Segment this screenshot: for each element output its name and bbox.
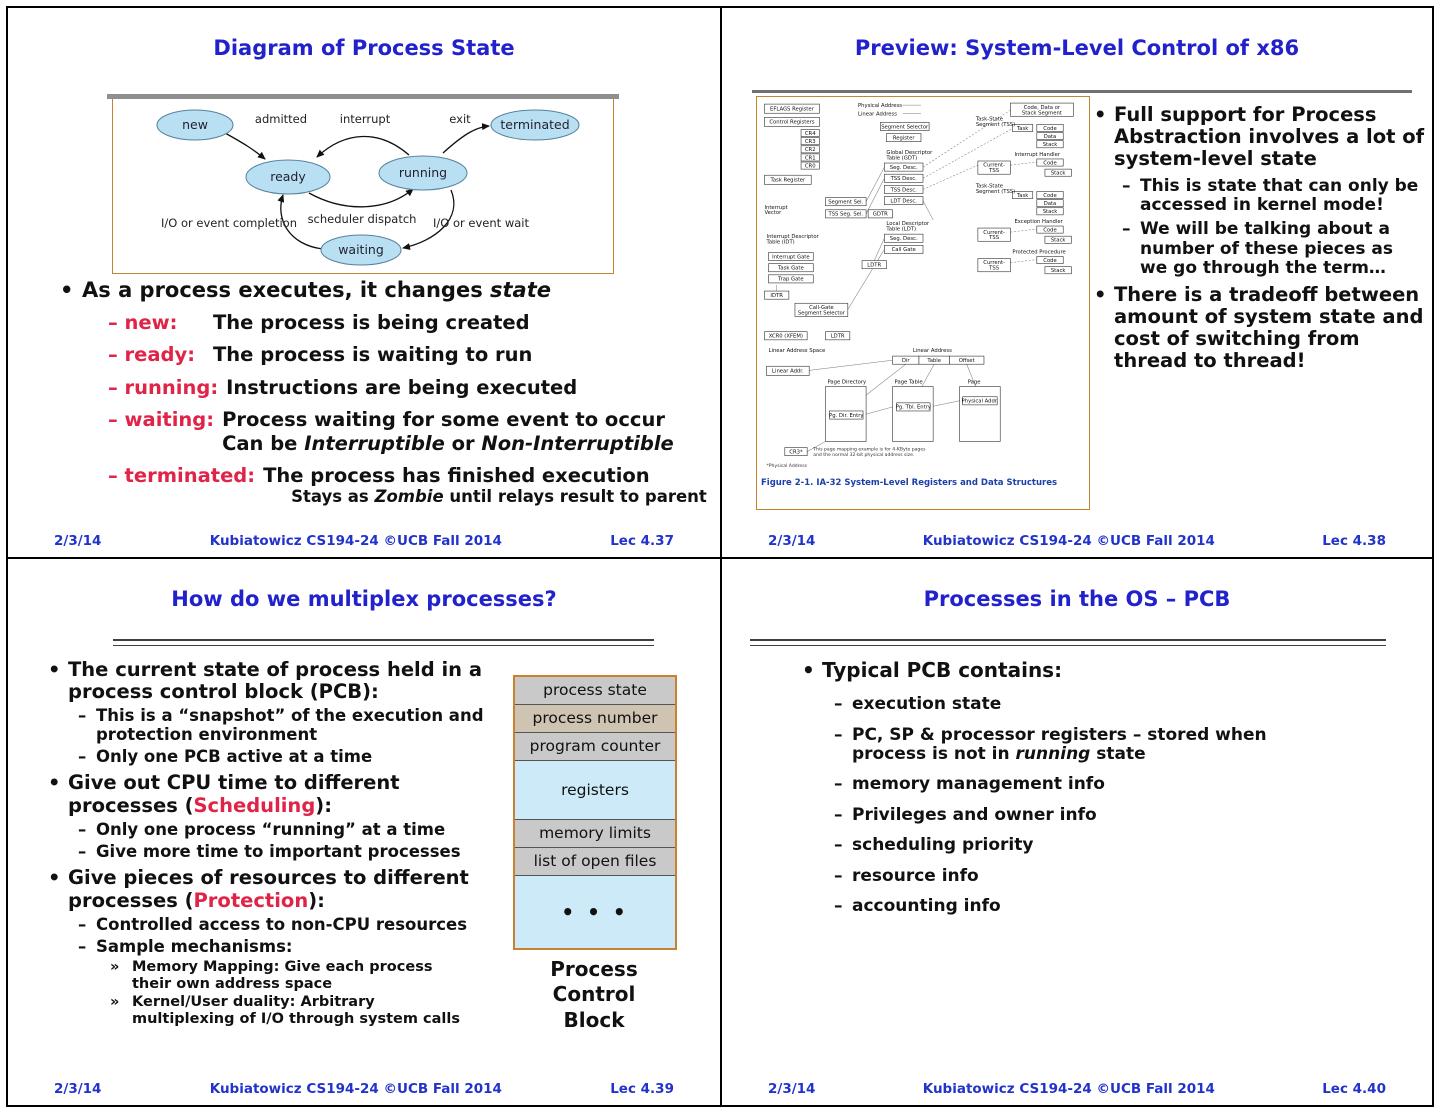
svg-text:Physical Address: Physical Address <box>857 103 903 110</box>
x86-figure-svg <box>758 98 1088 476</box>
svg-text:Segment Sel.: Segment Sel. <box>828 199 864 206</box>
bullet-text: Only one PCB active at a time <box>96 746 373 766</box>
slide4-bullets <box>802 659 1362 928</box>
footer-lec: Lec 4.38 <box>1322 532 1386 549</box>
bullet-item <box>1122 177 1426 216</box>
svg-text:CR3: CR3 <box>804 139 816 146</box>
svg-text:Local DescriptorTable (LDT): Local Descriptor Table (LDT) <box>886 221 930 233</box>
state-term: – waiting: <box>108 408 215 432</box>
svg-text:EFLAGS Register: EFLAGS Register <box>770 106 814 113</box>
svg-text:XCR0 (XFEM): XCR0 (XFEM) <box>768 333 803 340</box>
bullet-text: memory management info <box>852 774 1105 795</box>
bullet-glyph: • <box>1094 103 1107 126</box>
state-desc: The process is being created <box>213 311 530 334</box>
svg-text:Interrupt DescriptorTable (IDT: Interrupt Descriptor Table (IDT) <box>766 234 819 246</box>
bullet-glyph: – <box>1122 175 1131 196</box>
pcb-row: program counter <box>515 732 675 760</box>
bullet-item <box>78 707 510 745</box>
bullet-item <box>1122 220 1426 278</box>
bullet-text: execution state <box>852 694 1002 715</box>
handout-page <box>6 6 1434 1107</box>
bullet-text: Sample mechanisms: <box>96 936 293 956</box>
bullet-text: Typical PCB contains: <box>822 657 1063 682</box>
bullet-item <box>48 867 503 911</box>
edge-label-admitted: admitted <box>254 112 308 126</box>
bullet-item <box>110 959 470 992</box>
title-underline-double <box>750 639 1386 646</box>
bullet-item <box>834 775 1334 794</box>
slide1-body <box>8 278 720 507</box>
edge-label-completion: I/O or event completion <box>161 216 297 230</box>
svg-text:Task: Task <box>1016 192 1029 199</box>
slide-x86-control <box>720 8 1432 557</box>
node-label-waiting: waiting <box>338 242 384 257</box>
svg-text:Pg. Dir. Entry: Pg. Dir. Entry <box>829 412 864 419</box>
title-underline <box>752 90 1412 93</box>
slide-footer <box>722 533 1432 549</box>
svg-text:TSS Desc.: TSS Desc. <box>890 187 917 194</box>
bullet-item <box>802 659 1362 682</box>
svg-text:CR4: CR4 <box>804 130 816 137</box>
svg-text:Trap Gate: Trap Gate <box>778 276 804 283</box>
svg-text:Register: Register <box>892 135 915 142</box>
edge-exit <box>443 126 489 153</box>
node-label-ready: ready <box>270 169 306 184</box>
slide-footer <box>8 1081 720 1097</box>
bullet-glyph: » <box>110 959 120 976</box>
svg-text:Code: Code <box>1043 192 1057 199</box>
edge-interrupt <box>317 136 409 157</box>
bullet-item <box>834 836 1334 855</box>
svg-text:Linear Address: Linear Address <box>912 348 952 355</box>
node-label-new: new <box>182 117 208 132</box>
svg-text:Stack: Stack <box>1050 268 1066 275</box>
state-term: – terminated: <box>108 463 256 487</box>
svg-text:Code: Code <box>1043 125 1057 132</box>
bullet-text: Give pieces of resources to different processes (Protection): <box>68 866 469 912</box>
footer-date: 2/3/14 <box>768 532 816 549</box>
svg-text:IDTR: IDTR <box>770 292 783 299</box>
bullet-text: Give out CPU time to different processes (Scheduling): <box>68 771 400 817</box>
slide2-title: Preview: System-Level Control of x86 <box>854 36 1300 61</box>
svg-text:Table: Table <box>927 357 941 364</box>
svg-text:Stack: Stack <box>1050 237 1066 244</box>
slide-pcb <box>720 557 1432 1106</box>
svg-text:This page mapping example is f: This page mapping example is for 4-KByte pages and the normal 32-bit physical address size. <box>813 447 926 459</box>
bullet-glyph: • <box>48 657 61 681</box>
bullet-item <box>1094 104 1426 171</box>
bullet-text: Only one process “running” at a time <box>96 819 446 839</box>
slide4-title: Processes in the OS – PCB <box>923 586 1231 611</box>
bullet-item <box>48 772 503 816</box>
bullet-item <box>834 726 1334 765</box>
bullet-glyph: – <box>1122 219 1131 240</box>
pcb-caption-line: Control <box>552 982 636 1007</box>
svg-text:CR2: CR2 <box>804 147 816 154</box>
node-label-terminated: terminated <box>500 117 570 132</box>
bullet-glyph: – <box>834 865 843 886</box>
svg-text:Code, Data orStack Segment: Code, Data or Stack Segment <box>1021 104 1062 117</box>
state-desc: The process has finished execution Stays as Zombie until relays result to parent <box>263 463 707 507</box>
pcb-caption-line: Process <box>550 956 638 981</box>
state-definition-row <box>108 311 720 334</box>
pcb-row: list of open files <box>515 847 675 875</box>
pcb-table <box>513 675 677 950</box>
pcb-row: • • • <box>515 875 675 948</box>
bullet-text: scheduling priority <box>852 835 1034 856</box>
svg-text:Seg. Desc.: Seg. Desc. <box>889 164 918 171</box>
svg-text:Task: Task <box>1016 125 1029 132</box>
figure-box <box>960 387 1001 442</box>
svg-text:Page: Page <box>967 379 981 386</box>
state-desc: Instructions are being executed <box>226 375 578 399</box>
svg-text:Data: Data <box>1043 133 1057 140</box>
node-label-running: running <box>398 165 448 180</box>
bullet-glyph: • <box>48 771 61 795</box>
bullet-text: This is a “snapshot” of the execution and protection environment <box>96 705 484 744</box>
footer-lec: Lec 4.37 <box>610 532 674 549</box>
bullet-text: This is state that can only be accessed in kernel mode! <box>1140 175 1419 216</box>
svg-text:Exception Handler: Exception Handler <box>1014 218 1063 225</box>
bullet-glyph: – <box>78 841 87 861</box>
bullet-glyph: – <box>78 705 87 725</box>
slide-process-state <box>8 8 720 557</box>
bullet-text: Memory Mapping: Give each process their own address space <box>132 959 433 992</box>
process-state-svg <box>113 97 613 273</box>
edge-label-dispatch: scheduler dispatch <box>307 212 417 226</box>
title-underline-bar <box>107 94 619 99</box>
footer-credit: Kubiatowicz CS194-24 ©UCB Fall 2014 <box>209 1081 502 1097</box>
bullet-text: Privileges and owner info <box>852 804 1097 825</box>
edge-label-exit: exit <box>449 112 471 126</box>
process-state-diagram <box>112 96 614 274</box>
svg-text:Task Register: Task Register <box>770 177 806 184</box>
svg-text:Task-StateSegment (TSS): Task-State Segment (TSS) <box>975 183 1016 195</box>
svg-text:Linear Address: Linear Address <box>857 111 897 118</box>
footer-lec: Lec 4.40 <box>1322 1081 1386 1097</box>
slide2-bullets <box>1094 100 1426 378</box>
bullet-text: PC, SP & processor registers – stored when process is not in running state <box>852 724 1267 765</box>
bullet-item <box>110 994 470 1027</box>
svg-text:Dir: Dir <box>901 357 910 364</box>
footer-lec: Lec 4.39 <box>610 1081 674 1097</box>
slide-multiplex-processes <box>8 557 720 1106</box>
state-definitions <box>108 311 720 507</box>
bullet-text: Controlled access to non-CPU resources <box>96 914 468 934</box>
svg-text:Task Gate: Task Gate <box>778 265 804 272</box>
bullet-text: Kernel/User duality: Arbitrary multiplexing of I/O through system calls <box>132 994 460 1027</box>
state-term: – ready: <box>108 343 196 367</box>
svg-text:Linear Addr.: Linear Addr. <box>772 368 804 375</box>
main-bullet-text: As a process executes, it changes state <box>82 278 552 302</box>
pcb-row: process state <box>515 677 675 704</box>
state-definition-row <box>108 464 720 507</box>
pcb-caption <box>511 957 677 1034</box>
svg-text:Pg. Tbl. Entry: Pg. Tbl. Entry <box>895 404 931 411</box>
svg-text:Task-StateSegment (TSS): Task-State Segment (TSS) <box>975 116 1016 128</box>
bullet-item <box>78 821 510 840</box>
svg-text:CR3*: CR3* <box>789 449 803 456</box>
footer-credit: Kubiatowicz CS194-24 ©UCB Fall 2014 <box>922 1081 1215 1097</box>
bullet-item <box>78 916 510 935</box>
pcb-row: registers <box>515 760 675 819</box>
svg-text:Code: Code <box>1043 160 1057 167</box>
bullet-glyph: » <box>110 994 120 1011</box>
state-definition-row <box>108 408 720 455</box>
svg-text:Code: Code <box>1043 257 1057 264</box>
bullet-glyph: – <box>834 835 843 856</box>
svg-text:TSS Desc.: TSS Desc. <box>890 176 917 183</box>
x86-figure-panel <box>756 96 1090 510</box>
svg-text:Protected Procedure: Protected Procedure <box>1012 249 1066 256</box>
bullet-text: The current state of process held in a process control block (PCB): <box>68 657 482 703</box>
svg-text:LDT Desc.: LDT Desc. <box>890 198 917 205</box>
bullet-item <box>48 659 503 703</box>
edge-label-interrupt: interrupt <box>339 112 391 126</box>
svg-text:LDTR: LDTR <box>867 262 882 269</box>
footer-date: 2/3/14 <box>768 1081 816 1097</box>
edge-admitted <box>225 133 265 159</box>
bullet-item <box>834 695 1334 714</box>
bullet-glyph: – <box>834 774 843 795</box>
bullet-glyph: – <box>78 819 87 839</box>
bullet-glyph: – <box>78 936 87 956</box>
pcb-caption-line: Block <box>563 1007 625 1032</box>
svg-text:Current-TSS: Current-TSS <box>983 229 1005 242</box>
footer-credit: Kubiatowicz CS194-24 ©UCB Fall 2014 <box>209 532 502 549</box>
bullet-glyph: – <box>834 694 843 715</box>
title-underline-double <box>113 639 654 646</box>
svg-text:GDTR: GDTR <box>872 211 888 218</box>
svg-text:TSS Seg. Sel.: TSS Seg. Sel. <box>828 211 864 218</box>
svg-text:LDTR: LDTR <box>830 333 845 340</box>
svg-text:Interrupt Handler: Interrupt Handler <box>1014 151 1061 158</box>
svg-text:Global DescriptorTable (GDT): Global Descriptor Table (GDT) <box>886 149 933 162</box>
bullet-text: We will be talking about a number of these pieces as we go through the term… <box>1140 219 1393 279</box>
slide3-bullets <box>48 653 510 1030</box>
svg-text:Physical Addr.: Physical Addr. <box>961 398 999 405</box>
bullet-item <box>834 806 1334 825</box>
state-definition-row <box>108 376 720 399</box>
svg-text:Call Gate: Call Gate <box>891 247 916 254</box>
svg-text:Call-GateSegment Selector: Call-Gate Segment Selector <box>797 304 845 317</box>
figure-caption: Figure 2-1. IA-32 System-Level Registers and Data Structures <box>761 478 1058 488</box>
bullet-glyph: • <box>802 657 815 682</box>
state-definition-row <box>108 343 720 366</box>
bullet-glyph: – <box>78 914 87 934</box>
svg-text:Data: Data <box>1043 200 1057 207</box>
bullet-glyph: • <box>60 278 74 302</box>
slide1-main-bullet <box>60 278 720 302</box>
state-term: – running: <box>108 375 219 399</box>
state-term: – new: <box>108 311 178 334</box>
svg-text:InterruptVector: Interrupt Vector <box>764 204 788 217</box>
svg-text:CR0: CR0 <box>804 163 816 170</box>
svg-text:Stack: Stack <box>1042 142 1058 149</box>
svg-text:Stack: Stack <box>1042 209 1058 216</box>
svg-text:CR1: CR1 <box>804 155 816 162</box>
bullet-glyph: – <box>834 804 843 825</box>
slide-footer <box>722 1081 1432 1097</box>
bullet-text: Give more time to important processes <box>96 841 461 861</box>
bullet-item <box>834 867 1334 886</box>
bullet-item <box>834 897 1334 916</box>
svg-text:Page Table: Page Table <box>894 379 923 386</box>
svg-text:Current-TSS: Current-TSS <box>983 260 1005 272</box>
bullet-item <box>1094 284 1426 373</box>
svg-text:Control Registers: Control Registers <box>769 119 815 126</box>
bullet-item <box>78 938 510 957</box>
svg-text:Current-TSS: Current-TSS <box>983 162 1005 175</box>
edge-label-wait: I/O or event wait <box>433 216 529 230</box>
footer-date: 2/3/14 <box>54 532 102 549</box>
footer-date: 2/3/14 <box>54 1081 102 1097</box>
pcb-row: memory limits <box>515 819 675 847</box>
svg-text:Code: Code <box>1043 227 1057 234</box>
svg-text:Stack: Stack <box>1050 170 1066 177</box>
slide1-title: Diagram of Process State <box>213 36 515 61</box>
slide-footer <box>8 533 720 549</box>
svg-text:Linear Address Space: Linear Address Space <box>768 348 826 355</box>
pcb-row: process number <box>515 704 675 732</box>
edge-dispatch <box>309 189 413 207</box>
bullet-glyph: • <box>1094 282 1107 306</box>
bullet-text: Full support for Process Abstraction involves a lot of system-level state <box>1114 103 1425 171</box>
bullet-item <box>78 843 510 862</box>
state-desc: The process is waiting to run <box>213 343 533 367</box>
svg-text:Page Directory: Page Directory <box>827 379 867 386</box>
footer-credit: Kubiatowicz CS194-24 ©UCB Fall 2014 <box>922 532 1215 549</box>
svg-text:Offset: Offset <box>958 357 975 364</box>
bullet-glyph: – <box>834 724 843 745</box>
slide3-title: How do we multiplex processes? <box>171 586 557 611</box>
svg-text:Interrupt Gate: Interrupt Gate <box>772 254 810 261</box>
bullet-glyph: – <box>834 895 843 916</box>
svg-text:Seg. Desc.: Seg. Desc. <box>889 236 918 243</box>
figure-box <box>893 387 934 442</box>
svg-text:Segment Selector: Segment Selector <box>881 124 929 131</box>
bullet-item <box>78 748 510 767</box>
bullet-glyph: – <box>78 746 87 766</box>
bullet-text: accounting info <box>852 895 1001 916</box>
bullet-glyph: • <box>48 866 61 890</box>
state-desc: Process waiting for some event to occur Can be Interruptible or Non-Interruptible <box>222 408 674 455</box>
bullet-text: There is a tradeoff between amount of system state and cost of switching from thread to thread! <box>1114 282 1424 373</box>
bullet-text: resource info <box>852 865 979 886</box>
svg-text:*Physical Address: *Physical Address <box>766 463 807 469</box>
